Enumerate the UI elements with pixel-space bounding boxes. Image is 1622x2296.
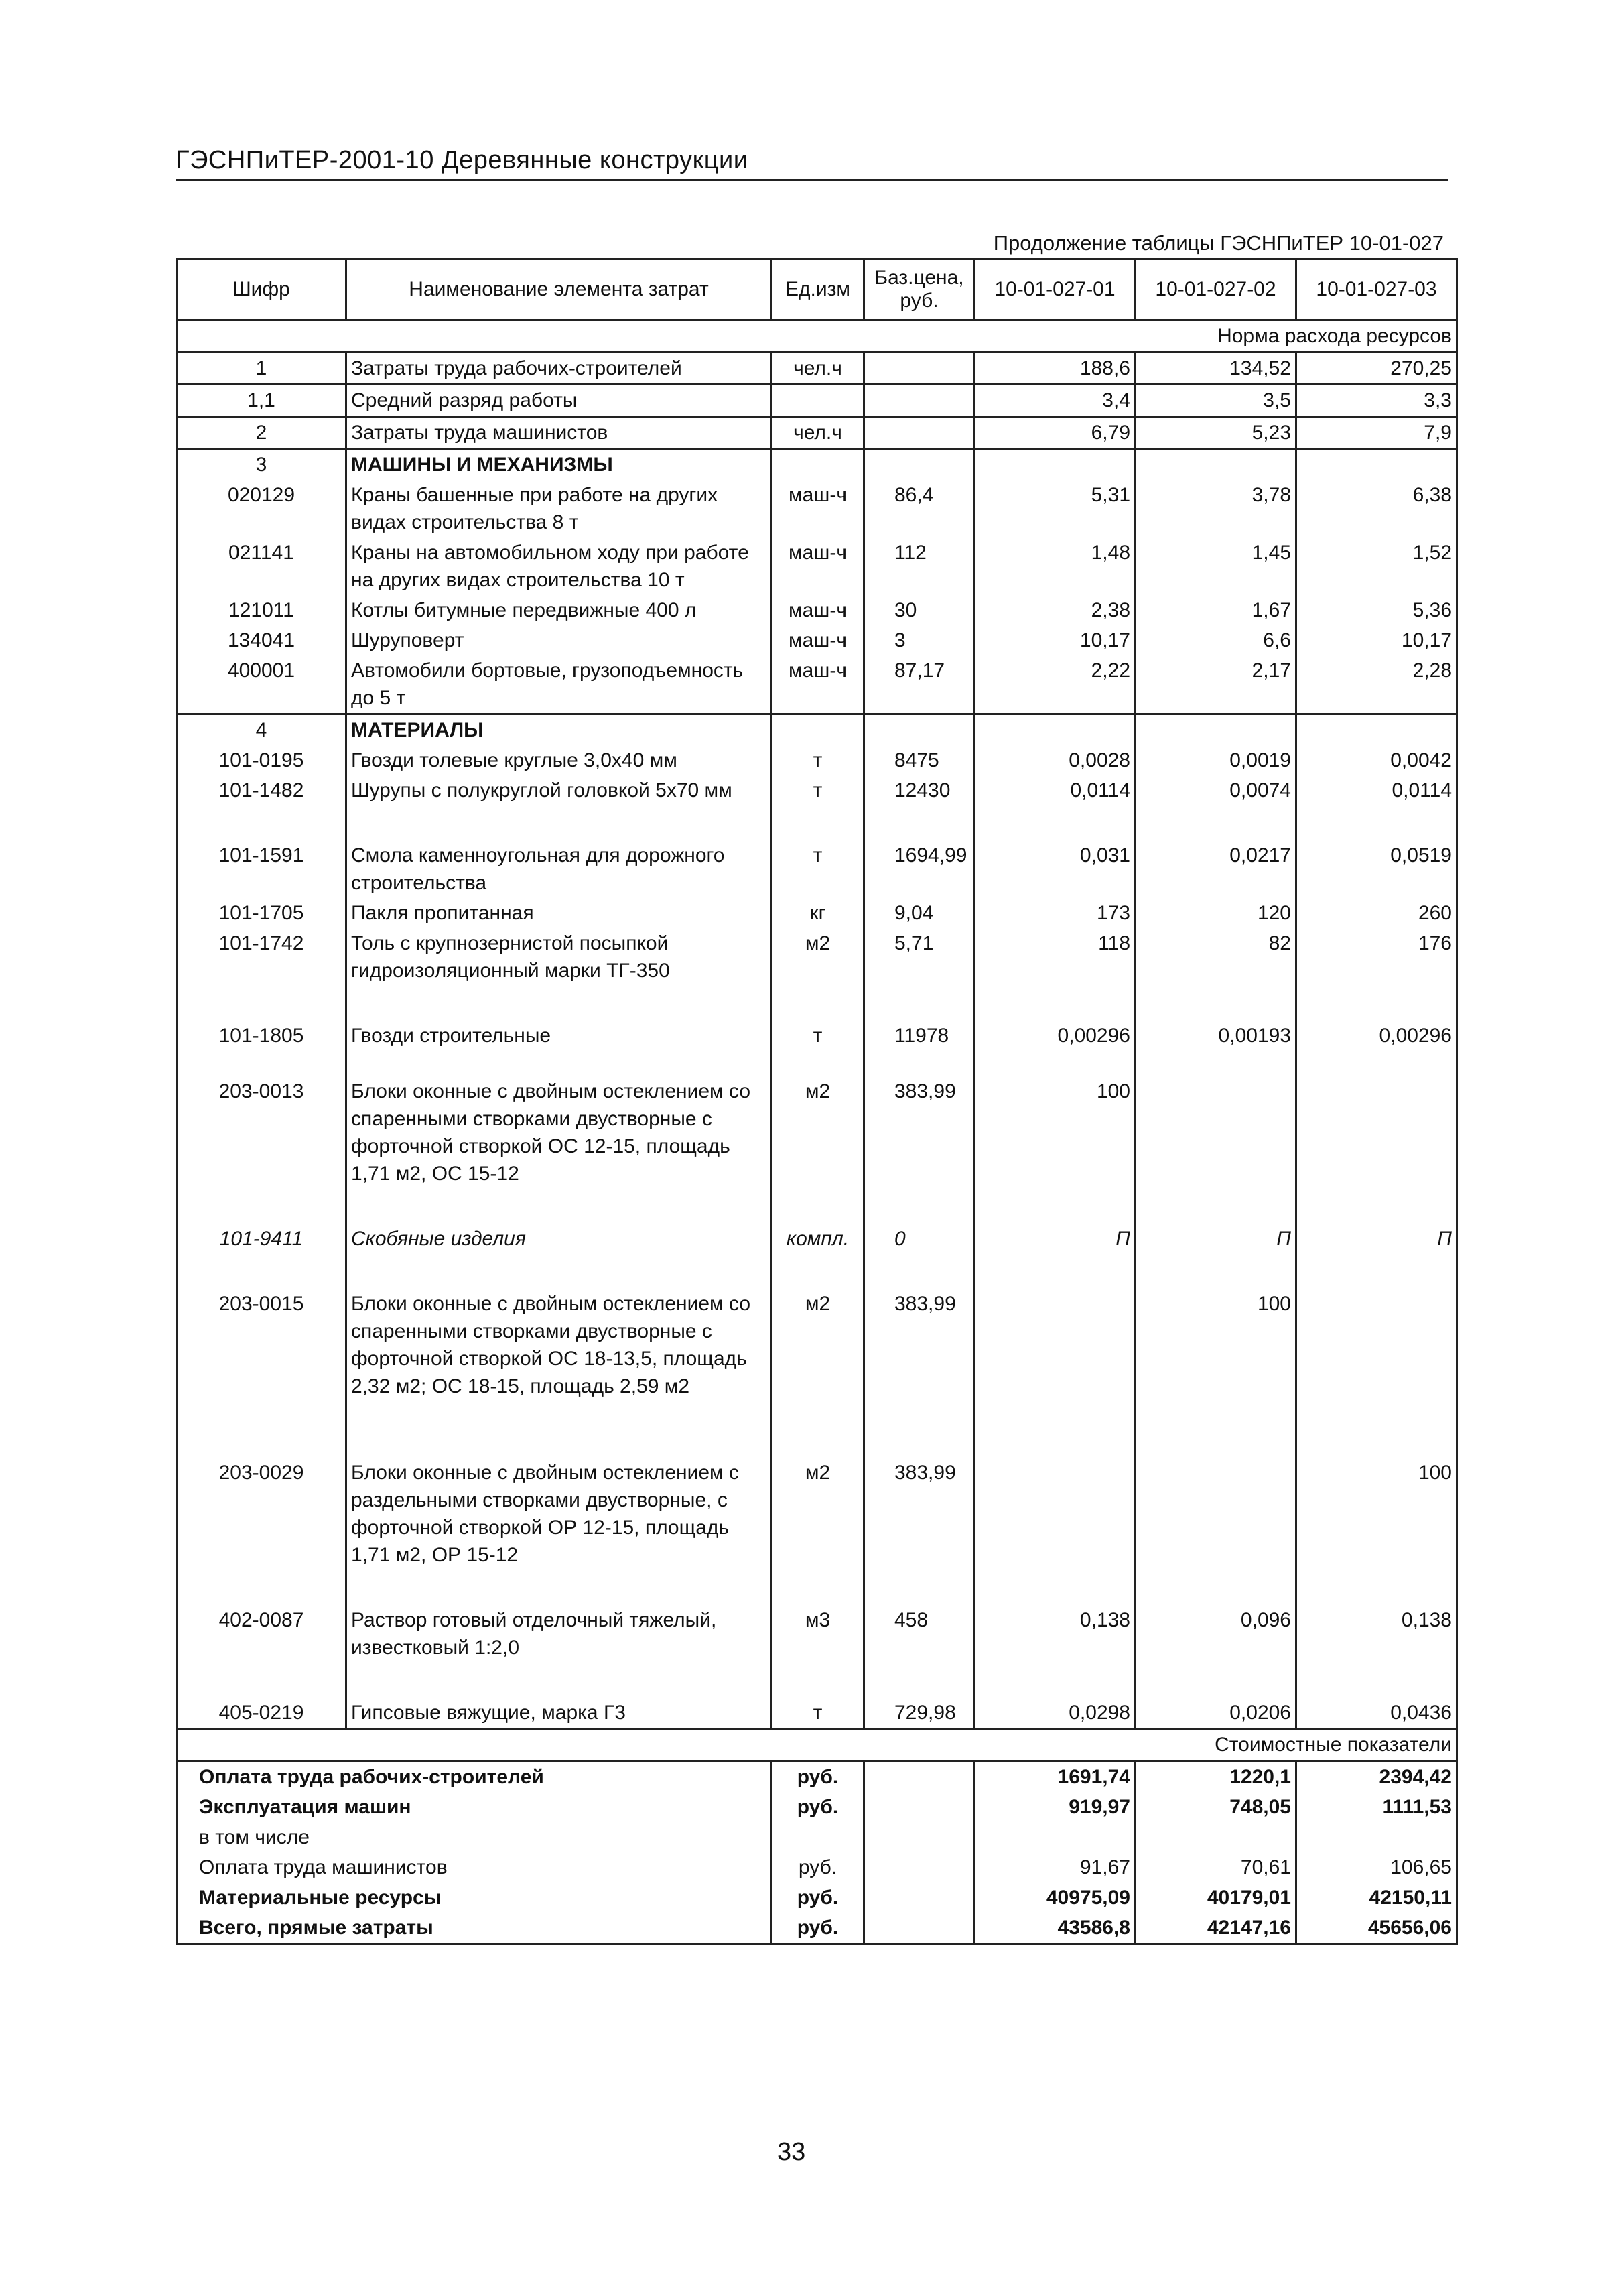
cell-v2: 0,0019 xyxy=(1136,745,1296,775)
table-row xyxy=(177,898,1457,928)
cell-v3: 0,00296 xyxy=(1296,1021,1457,1051)
col-header-price: Баз.цена, руб. xyxy=(864,259,975,320)
cell-unit: маш-ч xyxy=(772,480,864,537)
summary-v1: 40975,09 xyxy=(975,1883,1136,1913)
cell-code: 3 xyxy=(177,449,346,481)
cell-code: 021141 xyxy=(177,537,346,595)
cell-price: 112 xyxy=(864,537,975,595)
cell-v3 xyxy=(1296,1051,1457,1189)
cell-price: 729,98 xyxy=(864,1698,975,1729)
cell-v3: 270,25 xyxy=(1296,353,1457,385)
cell-price: 11978 xyxy=(864,1021,975,1051)
cell-v2 xyxy=(1136,1458,1296,1570)
cell-unit xyxy=(772,385,864,417)
cell-v1: 173 xyxy=(975,898,1136,928)
cell-code: 101-9411 xyxy=(177,1224,346,1254)
cell-unit: чел.ч xyxy=(772,417,864,449)
cell-price: 8475 xyxy=(864,745,975,775)
cell-price: 30 xyxy=(864,595,975,625)
cell-price xyxy=(864,385,975,417)
cell-v1: 0,031 xyxy=(975,840,1136,898)
cell-v1: 100 xyxy=(975,1051,1136,1189)
col-header-v2: 10-01-027-02 xyxy=(1136,259,1296,320)
summary-row xyxy=(177,1913,1457,1944)
cell-name: Скобяные изделия xyxy=(346,1224,772,1254)
cell-v2: 82 xyxy=(1136,928,1296,986)
cell-v3: 1,52 xyxy=(1296,537,1457,595)
cell-code: 203-0013 xyxy=(177,1051,346,1189)
cell-v3: 0,0042 xyxy=(1296,745,1457,775)
cell-v1: 2,22 xyxy=(975,655,1136,714)
cell-price: 12430 xyxy=(864,775,975,806)
cell-unit: маш-ч xyxy=(772,655,864,714)
summary-unit xyxy=(772,1822,864,1852)
cell-name: Блоки оконные с двойным остеклением с раздельными створками двустворные, с форточной створкой ОР 12-15, площадь 1,71 м2, ОР 15-12 xyxy=(346,1458,772,1570)
cell-code: 2 xyxy=(177,417,346,449)
cell-code: 1 xyxy=(177,353,346,385)
cell-v3: 7,9 xyxy=(1296,417,1457,449)
cell-name: Затраты труда машинистов xyxy=(346,417,772,449)
table-row xyxy=(177,1458,1457,1570)
cell-price: 5,71 xyxy=(864,928,975,986)
summary-unit: руб. xyxy=(772,1761,864,1793)
cell-code: 121011 xyxy=(177,595,346,625)
cell-unit: компл. xyxy=(772,1224,864,1254)
summary-v3: 42150,11 xyxy=(1296,1883,1457,1913)
cell-v3: 260 xyxy=(1296,898,1457,928)
cell-price: 458 xyxy=(864,1605,975,1663)
summary-row xyxy=(177,1761,1457,1793)
cell-v2: 120 xyxy=(1136,898,1296,928)
cell-name: Шурупы с полукруглой головкой 5х70 мм xyxy=(346,775,772,806)
cell-v1: 0,0028 xyxy=(975,745,1136,775)
table-row xyxy=(177,1289,1457,1401)
cell-name: Смола каменноугольная для дорожного строительства xyxy=(346,840,772,898)
cell-price: 0 xyxy=(864,1224,975,1254)
cell-code: 402-0087 xyxy=(177,1605,346,1663)
cell-code: 101-1482 xyxy=(177,775,346,806)
cell-code: 020129 xyxy=(177,480,346,537)
cell-unit: м2 xyxy=(772,1458,864,1570)
summary-v1: 43586,8 xyxy=(975,1913,1136,1944)
cell-v2: П xyxy=(1136,1224,1296,1254)
cell-unit: м2 xyxy=(772,1051,864,1189)
table-row xyxy=(177,537,1457,595)
table-row xyxy=(177,1605,1457,1663)
cell-code: 203-0015 xyxy=(177,1289,346,1401)
col-header-code: Шифр xyxy=(177,259,346,320)
cell-unit: т xyxy=(772,1021,864,1051)
cell-name: Шуруповерт xyxy=(346,625,772,655)
cell-name: Толь с крупнозернистой посыпкой гидроизоляционный марки ТГ-350 xyxy=(346,928,772,986)
cell-v1: 188,6 xyxy=(975,353,1136,385)
table-row xyxy=(177,480,1457,537)
cell-name: Гипсовые вяжущие, марка Г3 xyxy=(346,1698,772,1729)
cell-name: Блоки оконные с двойным остеклением со спаренными створками двустворные с форточной створкой ОС 12-15, площадь 1,71 м2, ОС 15-12 xyxy=(346,1051,772,1189)
table-row xyxy=(177,775,1457,806)
summary-name: Оплата труда машинистов xyxy=(177,1852,772,1883)
cost-row xyxy=(177,1729,1457,1761)
cell-v1: 1,48 xyxy=(975,537,1136,595)
table-row xyxy=(177,417,1457,449)
cell-unit: м2 xyxy=(772,928,864,986)
cell-name: Блоки оконные с двойным остеклением со спаренными створками двустворные с форточной створкой ОС 18-13,5, площадь 2,32 м2; ОС 18-15, площадь 2,59 м2 xyxy=(346,1289,772,1401)
cell-code: 4 xyxy=(177,714,346,746)
summary-name: Эксплуатация машин xyxy=(177,1792,772,1822)
cell-v2: 1,67 xyxy=(1136,595,1296,625)
summary-v3: 1111,53 xyxy=(1296,1792,1457,1822)
cell-code: 101-1591 xyxy=(177,840,346,898)
cell-name: Средний разряд работы xyxy=(346,385,772,417)
page-number: 33 xyxy=(777,2138,806,2166)
section-row xyxy=(177,449,1457,481)
summary-v2: 42147,16 xyxy=(1136,1913,1296,1944)
cell-price: 383,99 xyxy=(864,1458,975,1570)
table-row xyxy=(177,1224,1457,1254)
summary-unit: руб. xyxy=(772,1852,864,1883)
cell-code: 101-1742 xyxy=(177,928,346,986)
cell-code: 101-1805 xyxy=(177,1021,346,1051)
summary-v3: 2394,42 xyxy=(1296,1761,1457,1793)
cell-v2: 0,0217 xyxy=(1136,840,1296,898)
cell-name: Пакля пропитанная xyxy=(346,898,772,928)
cell-v2: 0,096 xyxy=(1136,1605,1296,1663)
cell-v3 xyxy=(1296,1289,1457,1401)
cell-name: Гвозди строительные xyxy=(346,1021,772,1051)
cell-v1: 2,38 xyxy=(975,595,1136,625)
summary-v2: 748,05 xyxy=(1136,1792,1296,1822)
summary-v3: 106,65 xyxy=(1296,1852,1457,1883)
summary-v2: 40179,01 xyxy=(1136,1883,1296,1913)
summary-unit: руб. xyxy=(772,1913,864,1944)
summary-name: Всего, прямые затраты xyxy=(177,1913,772,1944)
summary-name: в том числе xyxy=(177,1822,772,1852)
cell-v1: 0,138 xyxy=(975,1605,1136,1663)
summary-unit: руб. xyxy=(772,1883,864,1913)
cell-unit: маш-ч xyxy=(772,595,864,625)
summary-row xyxy=(177,1792,1457,1822)
summary-v2: 70,61 xyxy=(1136,1852,1296,1883)
cell-unit: т xyxy=(772,775,864,806)
cell-v1: 6,79 xyxy=(975,417,1136,449)
summary-v2 xyxy=(1136,1822,1296,1852)
summary-v1: 919,97 xyxy=(975,1792,1136,1822)
cell-price: 9,04 xyxy=(864,898,975,928)
cell-name: Краны на автомобильном ходу при работе на других видах строительства 10 т xyxy=(346,537,772,595)
section-row xyxy=(177,714,1457,746)
cell-price: 87,17 xyxy=(864,655,975,714)
cell-v3: 0,0114 xyxy=(1296,775,1457,806)
cell-v3: 0,0436 xyxy=(1296,1698,1457,1729)
table-row xyxy=(177,385,1457,417)
summary-row xyxy=(177,1883,1457,1913)
cell-v3: П xyxy=(1296,1224,1457,1254)
table-row xyxy=(177,1698,1457,1729)
cell-code: 101-1705 xyxy=(177,898,346,928)
cell-v1: 5,31 xyxy=(975,480,1136,537)
cell-v1: П xyxy=(975,1224,1136,1254)
cell-price: 86,4 xyxy=(864,480,975,537)
cell-unit: маш-ч xyxy=(772,537,864,595)
cell-name: Затраты труда рабочих-строителей xyxy=(346,353,772,385)
table-caption: Продолжение таблицы ГЭСНПиТЕР 10-01-027 xyxy=(993,231,1444,255)
cell-v3: 6,38 xyxy=(1296,480,1457,537)
cell-v1: 10,17 xyxy=(975,625,1136,655)
cell-v2: 3,78 xyxy=(1136,480,1296,537)
cell-v2 xyxy=(1136,1051,1296,1189)
col-header-unit: Ед.изм xyxy=(772,259,864,320)
summary-v2: 1220,1 xyxy=(1136,1761,1296,1793)
cell-code: 101-0195 xyxy=(177,745,346,775)
cell-v3: 2,28 xyxy=(1296,655,1457,714)
cell-code: 1,1 xyxy=(177,385,346,417)
section-title: МАШИНЫ И МЕХАНИЗМЫ xyxy=(346,449,772,481)
summary-v3 xyxy=(1296,1822,1457,1852)
cell-price: 1694,99 xyxy=(864,840,975,898)
cell-unit: м3 xyxy=(772,1605,864,1663)
col-header-v1: 10-01-027-01 xyxy=(975,259,1136,320)
cell-code: 400001 xyxy=(177,655,346,714)
cell-code: 405-0219 xyxy=(177,1698,346,1729)
cell-v3: 3,3 xyxy=(1296,385,1457,417)
resource-table xyxy=(176,258,1458,1945)
cell-price: 3 xyxy=(864,625,975,655)
summary-row xyxy=(177,1822,1457,1852)
summary-v1: 1691,74 xyxy=(975,1761,1136,1793)
table-row xyxy=(177,1051,1457,1189)
cell-v1: 118 xyxy=(975,928,1136,986)
section-title: МАТЕРИАЛЫ xyxy=(346,714,772,746)
cell-unit: маш-ч xyxy=(772,625,864,655)
cell-v1: 0,0298 xyxy=(975,1698,1136,1729)
cell-name: Краны башенные при работе на других видах строительства 8 т xyxy=(346,480,772,537)
cell-v3: 5,36 xyxy=(1296,595,1457,625)
cell-v1: 0,00296 xyxy=(975,1021,1136,1051)
cell-v2: 0,00193 xyxy=(1136,1021,1296,1051)
col-header-name: Наименование элемента затрат xyxy=(346,259,772,320)
cell-v1 xyxy=(975,1289,1136,1401)
cell-v1: 0,0114 xyxy=(975,775,1136,806)
norm-row xyxy=(177,320,1457,353)
cell-v2: 0,0206 xyxy=(1136,1698,1296,1729)
norm-label: Норма расхода ресурсов xyxy=(177,320,1457,353)
summary-name: Материальные ресурсы xyxy=(177,1883,772,1913)
cell-unit: м2 xyxy=(772,1289,864,1401)
cell-v2: 5,23 xyxy=(1136,417,1296,449)
cell-v2: 100 xyxy=(1136,1289,1296,1401)
table-row xyxy=(177,655,1457,714)
summary-v1 xyxy=(975,1822,1136,1852)
cell-unit: т xyxy=(772,745,864,775)
cell-price: 383,99 xyxy=(864,1051,975,1189)
table-row xyxy=(177,625,1457,655)
cell-code: 134041 xyxy=(177,625,346,655)
cell-v3: 100 xyxy=(1296,1458,1457,1570)
summary-row xyxy=(177,1852,1457,1883)
cell-v1: 3,4 xyxy=(975,385,1136,417)
table-header-row xyxy=(177,259,1457,320)
cell-v3: 0,0519 xyxy=(1296,840,1457,898)
cell-v2: 1,45 xyxy=(1136,537,1296,595)
cell-name: Автомобили бортовые, грузоподъемность до 5 т xyxy=(346,655,772,714)
cell-name: Котлы битумные передвижные 400 л xyxy=(346,595,772,625)
cell-code: 203-0029 xyxy=(177,1458,346,1570)
cell-price: 383,99 xyxy=(864,1289,975,1401)
col-header-v3: 10-01-027-03 xyxy=(1296,259,1457,320)
cell-v2: 2,17 xyxy=(1136,655,1296,714)
cell-unit: т xyxy=(772,1698,864,1729)
cell-unit: т xyxy=(772,840,864,898)
cell-unit: чел.ч xyxy=(772,353,864,385)
summary-v3: 45656,06 xyxy=(1296,1913,1457,1944)
cell-v1 xyxy=(975,1458,1136,1570)
table-row xyxy=(177,1021,1457,1051)
table-row xyxy=(177,840,1457,898)
cell-v3: 0,138 xyxy=(1296,1605,1457,1663)
cell-name: Раствор готовый отделочный тяжелый, известковый 1:2,0 xyxy=(346,1605,772,1663)
table-row xyxy=(177,353,1457,385)
cell-v2: 6,6 xyxy=(1136,625,1296,655)
cell-name: Гвозди толевые круглые 3,0х40 мм xyxy=(346,745,772,775)
cell-price xyxy=(864,353,975,385)
cell-v3: 176 xyxy=(1296,928,1457,986)
table-row xyxy=(177,745,1457,775)
table-row xyxy=(177,595,1457,625)
cell-v2: 0,0074 xyxy=(1136,775,1296,806)
summary-unit: руб. xyxy=(772,1792,864,1822)
summary-v1: 91,67 xyxy=(975,1852,1136,1883)
cell-price xyxy=(864,417,975,449)
cost-label: Стоимостные показатели xyxy=(177,1729,1457,1761)
cell-unit: кг xyxy=(772,898,864,928)
page-header: ГЭСНПиТЕР-2001-10 Деревянные конструкции xyxy=(176,146,1448,181)
table-row xyxy=(177,928,1457,986)
cell-v2: 3,5 xyxy=(1136,385,1296,417)
cell-v3: 10,17 xyxy=(1296,625,1457,655)
cell-v2: 134,52 xyxy=(1136,353,1296,385)
summary-name: Оплата труда рабочих-строителей xyxy=(177,1761,772,1793)
